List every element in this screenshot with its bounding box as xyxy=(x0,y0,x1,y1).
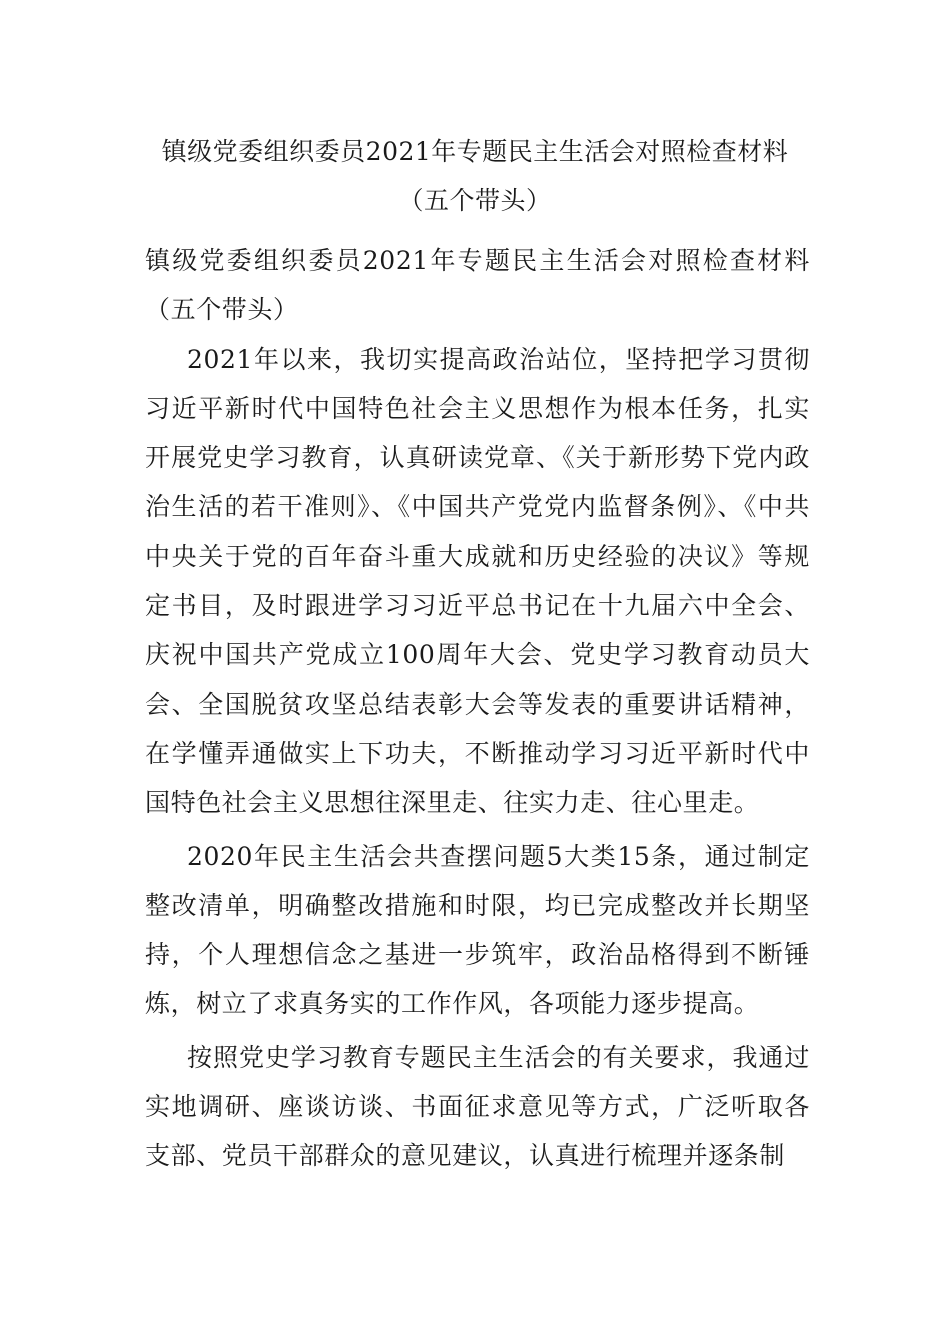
paragraph-1: 2021年以来，我切实提高政治站位，坚持把学习贯彻习近平新时代中国特色社会主义思想作为根本任务，扎实开展党史学习教育，认真研读党章、《关于新形势下党内政治生活的若干准则》、《中国共产党党内监督条例》、《中共中央关于党的百年奋斗重大成就和历史经验的决议》等规定书目，及时跟进学习习近平总书记在十九届六中全会、庆祝中国共产党成立100周年大会、党史学习教育动员大会、全国脱贫攻坚总结表彰大会等发表的重要讲话精神，在学懂弄通做实上下功夫，不断推动学习习近平新时代中国特色社会主义思想往深里走、往实力走、往心里走。 xyxy=(145,344,810,818)
paragraph-3: 按照党史学习教育专题民主生活会的有关要求，我通过实地调研、座谈访谈、书面征求意见等方式，广泛听取各支部、党员干部群众的意见建议，认真进行梳理并逐条制 xyxy=(145,1042,810,1171)
document-subtitle: （五个带头） xyxy=(398,186,552,215)
document-title: 镇级党委组织委员2021年专题民主生活会对照检查材料 xyxy=(161,137,789,166)
document-body xyxy=(145,236,810,1181)
paragraph-2: 2020年民主生活会共查摆问题5大类15条，通过制定整改清单，明确整改措施和时限，均已完成整改并长期坚持，个人理想信念之基进一步筑牢，政治品格得到不断锤炼，树立了求真务实的工作作风，各项能力逐步提高。 xyxy=(145,841,810,1019)
heading-repeat: 镇级党委组织委员2021年专题民主生活会对照检查材料（五个带头） xyxy=(145,246,810,325)
